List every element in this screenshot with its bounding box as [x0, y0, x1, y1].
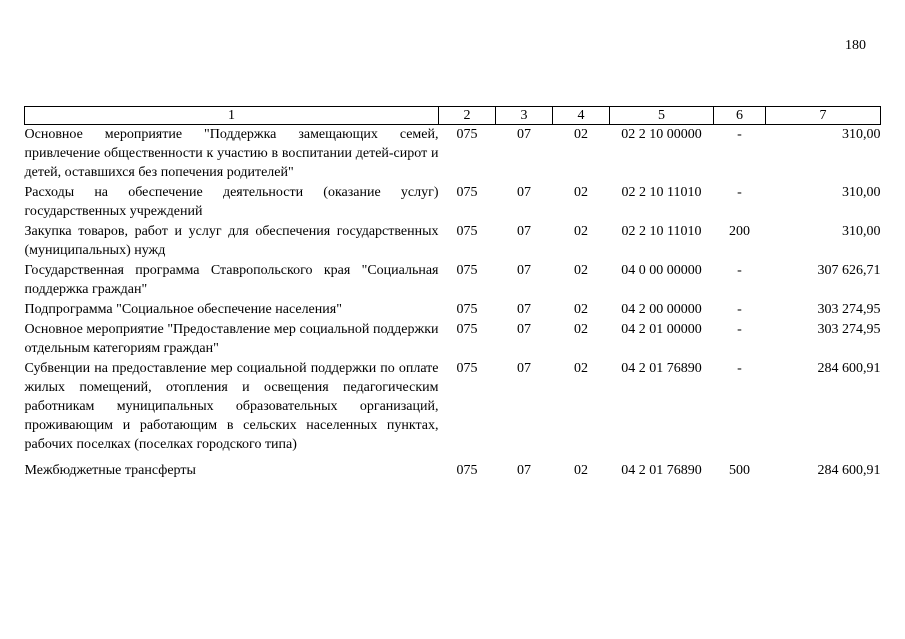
podrazdel-code: 02 — [574, 361, 588, 376]
table-row — [25, 183, 881, 222]
vedomstvo-code: 075 — [456, 263, 478, 278]
table-body — [25, 125, 881, 482]
header-col-2: 2 — [439, 107, 496, 125]
expense-type-code: - — [737, 127, 742, 142]
target-article-code: 04 2 00 00000 — [621, 302, 702, 317]
razdel-code: 07 — [517, 302, 531, 317]
razdel-code: 07 — [517, 224, 531, 239]
item-name: Субвенции на предоставление мер социальной поддержки по оплате жилых помещений, отопления и освещения педагогическим работникам муниципальных образовательных организаций, проживающим и работающим в сельских населенных пунктах, рабочих поселках (поселках городского типа) — [24, 361, 439, 452]
budget-table — [24, 106, 881, 481]
vedomstvo-code: 075 — [456, 322, 478, 337]
amount: 310,00 — [842, 224, 881, 239]
header-col-6: 6 — [714, 107, 766, 125]
amount: 284 600,91 — [817, 463, 881, 478]
razdel-code: 07 — [517, 322, 531, 337]
amount: 284 600,91 — [817, 361, 881, 376]
item-name: Межбюджетные трансферты — [24, 463, 196, 478]
expense-type-code: - — [737, 302, 742, 317]
vedomstvo-code: 075 — [456, 302, 478, 317]
page-number: 180 — [845, 38, 866, 53]
razdel-code: 07 — [517, 263, 531, 278]
razdel-code: 07 — [517, 127, 531, 142]
table-row — [25, 222, 881, 261]
podrazdel-code: 02 — [574, 322, 588, 337]
target-article-code: 04 2 01 76890 — [621, 463, 702, 478]
target-article-code: 04 2 01 00000 — [621, 322, 702, 337]
item-name: Расходы на обеспечение деятельности (оказание услуг) государственных учреждений — [24, 185, 439, 219]
amount: 310,00 — [842, 185, 881, 200]
amount: 310,00 — [842, 127, 881, 142]
header-col-3: 3 — [496, 107, 553, 125]
amount: 303 274,95 — [817, 302, 881, 317]
header-col-7: 7 — [766, 107, 881, 125]
razdel-code: 07 — [517, 361, 531, 376]
header-col-4: 4 — [553, 107, 610, 125]
vedomstvo-code: 075 — [456, 361, 478, 376]
amount: 303 274,95 — [817, 322, 881, 337]
item-name: Государственная программа Ставропольского края "Социальная поддержка граждан" — [24, 263, 439, 297]
header-col-5: 5 — [610, 107, 714, 125]
header-col-1: 1 — [25, 107, 439, 125]
table-row — [25, 455, 881, 481]
table-header — [25, 107, 881, 125]
target-article-code: 04 2 01 76890 — [621, 361, 702, 376]
target-article-code: 02 2 10 11010 — [621, 185, 702, 200]
podrazdel-code: 02 — [574, 263, 588, 278]
target-article-code: 04 0 00 00000 — [621, 263, 702, 278]
vedomstvo-code: 075 — [456, 463, 478, 478]
table-row — [25, 320, 881, 359]
item-name: Основное мероприятие "Предоставление мер социальной поддержки отдельным категориям граждан" — [24, 322, 439, 356]
target-article-code: 02 2 10 11010 — [621, 224, 702, 239]
table-row — [25, 359, 881, 455]
item-name: Закупка товаров, работ и услуг для обеспечения государственных (муниципальных) нужд — [24, 224, 439, 258]
razdel-code: 07 — [517, 185, 531, 200]
expense-type-code: - — [737, 361, 742, 376]
expense-type-code: - — [737, 263, 742, 278]
podrazdel-code: 02 — [574, 463, 588, 478]
expense-type-code: - — [737, 185, 742, 200]
expense-type-code: 200 — [729, 224, 750, 239]
razdel-code: 07 — [517, 463, 531, 478]
target-article-code: 02 2 10 00000 — [621, 127, 702, 142]
amount: 307 626,71 — [817, 263, 881, 278]
table-row — [25, 125, 881, 184]
item-name: Основное мероприятие "Поддержка замещающих семей, привлечение общественности к участию в воспитании детей-сирот и детей, оставшихся без попечения родителей" — [24, 127, 439, 180]
expense-type-code: - — [737, 322, 742, 337]
vedomstvo-code: 075 — [456, 224, 478, 239]
podrazdel-code: 02 — [574, 302, 588, 317]
item-name: Подпрограмма "Социальное обеспечение населения" — [24, 302, 342, 317]
podrazdel-code: 02 — [574, 127, 588, 142]
table-row — [25, 300, 881, 320]
header-row — [25, 107, 881, 125]
podrazdel-code: 02 — [574, 224, 588, 239]
vedomstvo-code: 075 — [456, 185, 478, 200]
vedomstvo-code: 075 — [456, 127, 478, 142]
table-row — [25, 261, 881, 300]
expense-type-code: 500 — [729, 463, 750, 478]
podrazdel-code: 02 — [574, 185, 588, 200]
